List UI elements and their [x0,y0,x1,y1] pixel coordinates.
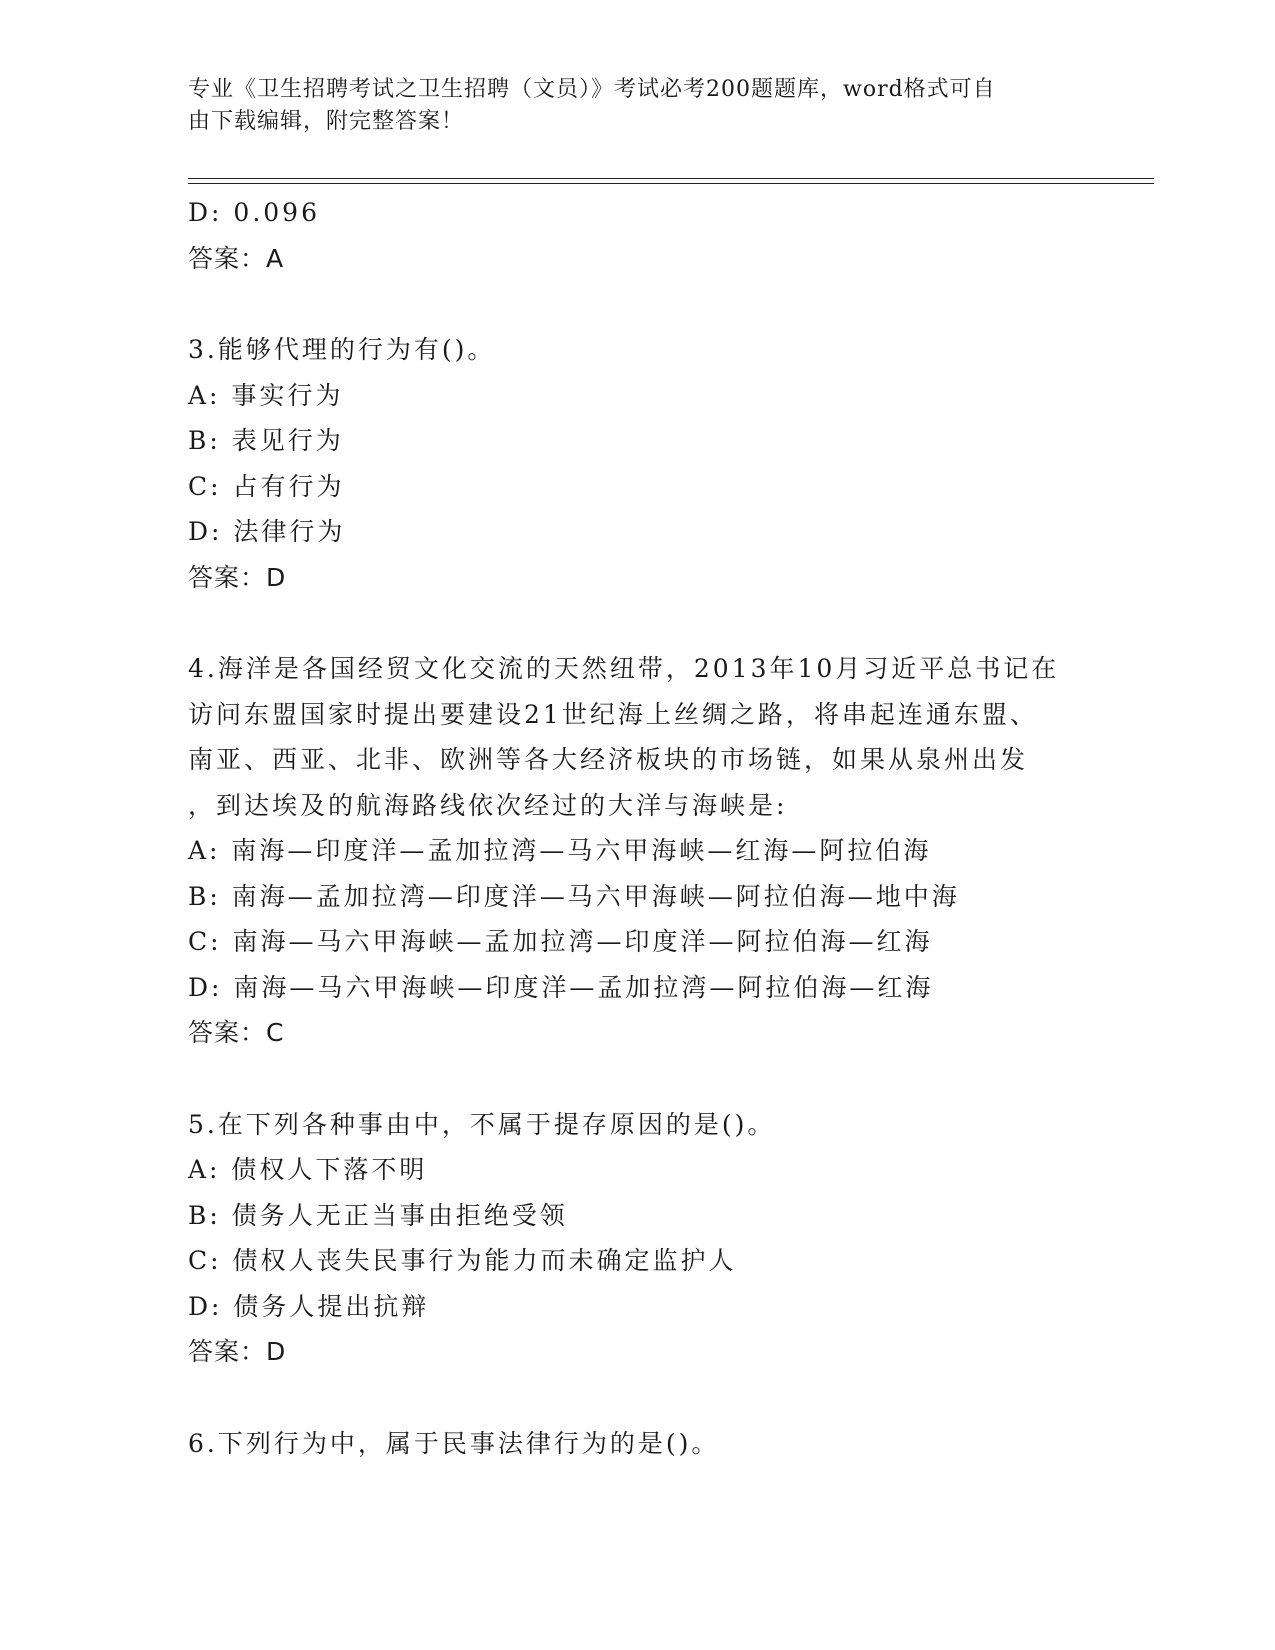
question-stem: 6.下列行为中，属于民事法律行为的是()。 [188,1428,720,1458]
spacer [188,1056,1088,1102]
header-line-2: 由下载编辑，附完整答案！ [188,109,465,134]
document-body [188,190,1088,1466]
spacer [188,600,1088,646]
question-6 [188,1421,1088,1467]
option-d: D: 债务人提出抗辩 [188,1291,430,1321]
answer: 答案：A [188,243,285,273]
option-a: A: 南海—印度洋—孟加拉湾—马六甲海峡—红海—阿拉伯海 [188,836,932,865]
answer: 答案：C [188,1018,285,1047]
question-3 [188,327,1088,600]
option-c: C: 南海—马六甲海峡—孟加拉湾—印度洋—阿拉伯海—红海 [188,927,933,956]
option-a: A: 债权人下落不明 [188,1155,428,1184]
option-b: B: 债务人无正当事由拒绝受领 [188,1200,568,1230]
question-stem: 3.能够代理的行为有()。 [188,335,496,364]
option-c: C: 占有行为 [188,471,345,501]
header-rule-bottom [188,183,1154,184]
answer: 答案：D [188,562,287,592]
question-stem: 4.海洋是各国经贸文化交流的天然纽带，2013年10月习近平总书记在 [188,654,1060,683]
answer: 答案：D [188,1337,287,1366]
header-rule-top [188,178,1154,179]
spacer [188,281,1088,327]
question-stem: 访问东盟国家时提出要建设21世纪海上丝绸之路，将串起连通东盟、 [188,699,1038,729]
option-b: B: 表见行为 [188,426,344,455]
spacer [188,1375,1088,1421]
header-line-1: 专业《卫生招聘考试之卫生招聘（文员）》考试必考200题题库，word格式可自 [188,77,996,102]
option-d: D: 南海—马六甲海峡—印度洋—孟加拉湾—阿拉伯海—红海 [188,972,934,1002]
option-a: A: 事实行为 [188,380,344,410]
question-stem: 5.在下列各种事由中，不属于提存原因的是()。 [188,1109,776,1139]
option-b: B: 南海—孟加拉湾—印度洋—马六甲海峡—阿拉伯海—地中海 [188,881,960,911]
question-stem: 南亚、西亚、北非、欧洲等各大经济板块的市场链，如果从泉州出发 [188,745,1029,774]
question-5 [188,1102,1088,1375]
document-header [188,74,1068,138]
question-4 [188,646,1088,1056]
option-d: D: 法律行为 [188,517,346,546]
question-stem: ，到达埃及的航海路线依次经过的大洋与海峡是: [188,790,788,820]
option-c: C: 债权人丧失民事行为能力而未确定监护人 [188,1246,737,1275]
option-d: D: 0.096 [188,198,320,227]
